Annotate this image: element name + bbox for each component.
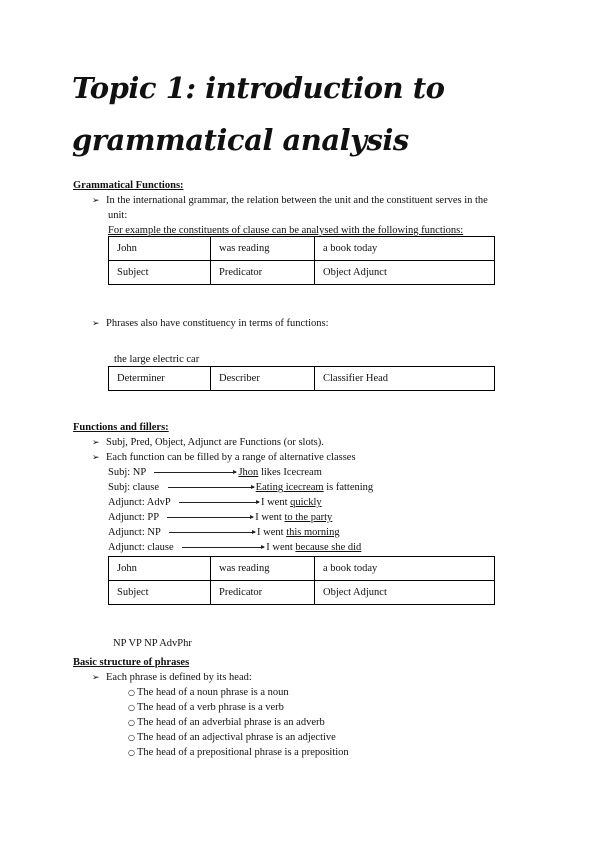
table-cell: a book today bbox=[315, 557, 495, 581]
table-cell: Predicator bbox=[211, 581, 315, 605]
filler-label: Subj: NP bbox=[108, 467, 146, 478]
table-cell: Classifier Head bbox=[315, 367, 495, 391]
filler-row bbox=[108, 482, 373, 493]
bullet-text: In the international grammar, the relation between the unit and the constituent serves in the bbox=[106, 195, 488, 206]
arrow-icon bbox=[182, 547, 264, 548]
table-cell: Describer bbox=[211, 367, 315, 391]
bullet-item bbox=[92, 452, 356, 463]
table-cell: Determiner bbox=[109, 367, 211, 391]
filler-label: Subj: clause bbox=[108, 482, 160, 493]
section-heading-functions-fillers: Functions and fillers: bbox=[73, 422, 169, 433]
table-cell: Object Adjunct bbox=[315, 261, 495, 285]
arrow-bullet-icon: ➢ bbox=[92, 438, 100, 448]
bullet-item bbox=[92, 195, 488, 206]
table-cell: was reading bbox=[211, 557, 315, 581]
table-cell: Object Adjunct bbox=[315, 581, 495, 605]
filler-pre: I went bbox=[257, 527, 287, 538]
bullet-item bbox=[92, 437, 324, 448]
table-cell: was reading bbox=[211, 237, 315, 261]
bullet-item bbox=[92, 318, 329, 329]
arrow-bullet-icon: ➢ bbox=[92, 673, 100, 683]
filler-row bbox=[108, 527, 340, 538]
phrase-tags: NP VP NP AdvPhr bbox=[113, 638, 192, 649]
list-item-text: The head of an adverbial phrase is an adverb bbox=[137, 717, 325, 728]
circle-bullet-icon: ○ bbox=[128, 733, 135, 742]
bullet-text: Phrases also have constituency in terms of functions: bbox=[106, 318, 329, 329]
table-cell: Subject bbox=[109, 581, 211, 605]
example-phrase: the large electric car bbox=[114, 354, 200, 365]
filler-example: because she did bbox=[295, 542, 362, 553]
list-item-text: The head of an adjectival phrase is an adjective bbox=[137, 732, 336, 743]
phrase-function-table bbox=[108, 366, 495, 391]
section-heading-basic-structure: Basic structure of phrases bbox=[73, 657, 190, 668]
filler-label: Adjunct: NP bbox=[108, 527, 161, 538]
filler-example: Eating icecream bbox=[255, 482, 324, 493]
page-title: Topic 1: introduction to grammatical analysis bbox=[72, 71, 445, 157]
filler-row bbox=[108, 497, 322, 508]
table-row bbox=[109, 557, 495, 581]
bullet-continuation: unit: bbox=[108, 210, 128, 221]
arrow-icon bbox=[154, 472, 236, 473]
arrow-bullet-icon: ➢ bbox=[92, 319, 100, 329]
filler-example: quickly bbox=[290, 497, 322, 508]
arrow-bullet-icon: ➢ bbox=[92, 453, 100, 463]
filler-pre: I went bbox=[260, 497, 291, 508]
bullet-text: Each phrase is defined by its head: bbox=[106, 672, 252, 683]
table-row bbox=[109, 367, 495, 391]
filler-row bbox=[108, 467, 322, 478]
circle-bullet-icon: ○ bbox=[128, 703, 135, 712]
filler-row bbox=[108, 542, 361, 553]
filler-pre: I went bbox=[255, 512, 285, 523]
clause-function-table bbox=[108, 236, 495, 285]
filler-row bbox=[108, 512, 332, 523]
filler-example: to the party bbox=[284, 512, 333, 523]
filler-label: Adjunct: clause bbox=[108, 542, 174, 553]
filler-example: this morning bbox=[286, 527, 340, 538]
arrow-icon bbox=[167, 517, 253, 518]
clause-function-table-2 bbox=[108, 556, 495, 605]
bullet-text: Each function can be filled by a range of alternative classes bbox=[106, 452, 356, 463]
filler-label: Adjunct: PP bbox=[108, 512, 159, 523]
list-item bbox=[128, 747, 349, 758]
list-item bbox=[128, 717, 325, 728]
list-item-text: The head of a noun phrase is a noun bbox=[137, 687, 289, 698]
list-item-text: The head of a prepositional phrase is a preposition bbox=[137, 747, 349, 758]
table-row bbox=[109, 237, 495, 261]
table-row bbox=[109, 261, 495, 285]
table-cell: John bbox=[109, 557, 211, 581]
bullet-text: Subj, Pred, Object, Adjunct are Functions (or slots). bbox=[106, 437, 324, 448]
section-heading-grammatical-functions: Grammatical Functions: bbox=[73, 180, 184, 191]
circle-bullet-icon: ○ bbox=[128, 748, 135, 757]
arrow-bullet-icon: ➢ bbox=[92, 196, 100, 206]
arrow-icon bbox=[168, 487, 254, 488]
circle-bullet-icon: ○ bbox=[128, 688, 135, 697]
list-item-text: The head of a verb phrase is a verb bbox=[137, 702, 284, 713]
filler-post: is fattening bbox=[323, 482, 374, 493]
table-cell: John bbox=[109, 237, 211, 261]
circle-bullet-icon: ○ bbox=[128, 718, 135, 727]
table-cell: a book today bbox=[315, 237, 495, 261]
arrow-icon bbox=[179, 502, 259, 503]
table-cell: Predicator bbox=[211, 261, 315, 285]
list-item bbox=[128, 702, 284, 713]
table-cell: Subject bbox=[109, 261, 211, 285]
filler-pre: I went bbox=[266, 542, 296, 553]
example-intro: For example the constituents of clause can be analysed with the following functions: bbox=[108, 225, 464, 236]
filler-label: Adjunct: AdvP bbox=[108, 497, 171, 508]
table-row bbox=[109, 581, 495, 605]
arrow-icon bbox=[169, 532, 255, 533]
filler-example: Jhon bbox=[238, 467, 259, 478]
bullet-item bbox=[92, 672, 252, 683]
filler-post: likes Icecream bbox=[258, 467, 322, 478]
list-item bbox=[128, 732, 336, 743]
list-item bbox=[128, 687, 289, 698]
